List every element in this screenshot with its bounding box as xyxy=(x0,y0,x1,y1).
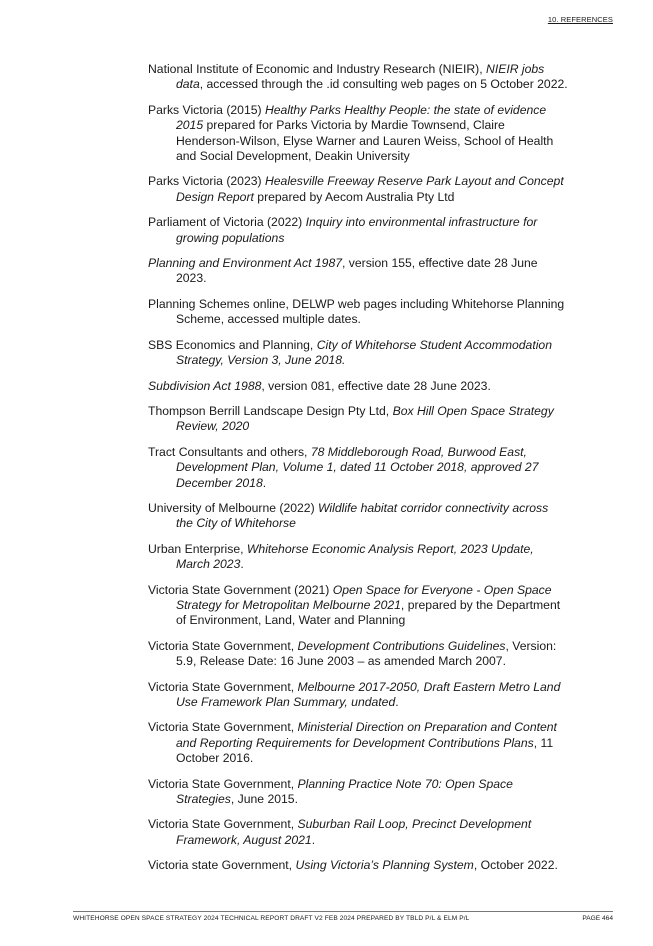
reference-title: Box Hill Open Space Strategy Review, 2020 xyxy=(176,403,554,434)
reference-title: Subdivision Act 1988 xyxy=(148,378,262,393)
reference-entry xyxy=(148,256,568,287)
reference-title: Inquiry into environmental infrastructure for growing populations xyxy=(176,215,538,245)
reference-text: National Institute of Economic and Industry Research (NIEIR), xyxy=(148,62,487,76)
reference-text: Parks Victoria (2023) xyxy=(148,174,265,189)
reference-text: Thompson Berrill Landscape Design Pty Ltd, xyxy=(148,403,393,418)
reference-text: Victoria State Government, xyxy=(148,679,298,694)
reference-text: , version 155, effective date 28 June 2023. xyxy=(176,256,538,286)
reference-title: Healesville Freeway Reserve Park Layout and Concept Design Report xyxy=(176,174,564,204)
reference-text: . xyxy=(262,475,267,490)
reference-title: Ministerial Direction on Preparation and Content and Reporting Requirements for Development Contributions Plans xyxy=(176,720,557,750)
reference-text: , June 2015. xyxy=(230,792,298,807)
reference-entry xyxy=(148,404,568,435)
reference-text: . xyxy=(240,557,244,572)
reference-entry xyxy=(148,777,568,808)
reference-text: University of Melbourne (2022) xyxy=(148,500,319,515)
reference-title: Development Contributions Guidelines xyxy=(297,638,506,653)
reference-text: Victoria State Government (2021) xyxy=(148,582,333,597)
reference-text: , accessed through the .id consulting web pages on 5 October 2022. xyxy=(199,77,568,92)
reference-title: NIEIR jobs data xyxy=(176,62,545,92)
reference-entry xyxy=(148,379,568,394)
reference-entry xyxy=(148,542,568,573)
reference-entry xyxy=(148,817,568,848)
reference-text: Parliament of Victoria (2022) xyxy=(148,215,306,230)
reference-entry xyxy=(148,338,568,369)
reference-title: Open Space for Everyone - Open Space Strategy for Metropolitan Melbourne 2021 xyxy=(176,582,552,612)
reference-entry xyxy=(148,174,568,205)
reference-title: Wildlife habitat corridor connectivity across the City of Whitehorse xyxy=(176,500,549,531)
reference-title: Suburban Rail Loop, Precinct Development Framework, August 2021 xyxy=(176,817,532,847)
reference-text: Victoria State Government, xyxy=(148,720,298,735)
reference-entry xyxy=(148,445,568,491)
reference-title: Healthy Parks Healthy People: the state of evidence 2015 xyxy=(176,102,547,133)
reference-text: , October 2022. xyxy=(473,858,558,873)
reference-text: , 11 October 2016. xyxy=(176,735,554,766)
reference-text: Victoria State Government, xyxy=(148,638,298,653)
reference-title: Melbourne 2017-2050, Draft Eastern Metro Land Use Framework Plan Summary, undated xyxy=(176,679,561,709)
footer-divider xyxy=(73,911,613,912)
reference-title: City of Whitehorse Student Accommodation Strategy, Version 3, June 2018. xyxy=(176,337,552,368)
reference-entry xyxy=(148,680,568,711)
reference-text: Victoria State Government, xyxy=(148,817,298,832)
reference-entry xyxy=(148,103,568,165)
reference-entry xyxy=(148,858,568,873)
reference-text: Victoria state Government, xyxy=(148,858,296,873)
reference-entry xyxy=(148,501,568,532)
reference-text: Tract Consultants and others, xyxy=(148,444,311,459)
reference-text: , Version: 5.9, Release Date: 16 June 2003 – as amended March 2007. xyxy=(176,638,557,669)
reference-list xyxy=(148,62,568,884)
reference-entry xyxy=(148,297,568,328)
reference-text: prepared by Aecom Australia Pty Ltd xyxy=(253,189,455,204)
reference-title: Using Victoria’s Planning System xyxy=(295,858,474,873)
footer-document-title: WHITEHORSE OPEN SPACE STRATEGY 2024 TECHNICAL REPORT DRAFT V2 FEB 2024 PREPARED BY TBLD P/L & ELM P/L xyxy=(73,915,470,922)
reference-title: Planning Practice Note 70: Open Space Strategies xyxy=(176,776,513,807)
section-header: 10. REFERENCES xyxy=(547,15,613,24)
reference-text: prepared for Parks Victoria by Mardie Townsend, Claire Henderson-Wilson, Elyse Warner and Lauren Weiss, School of Health and Social Development, Deakin University xyxy=(176,118,554,164)
footer-page-number: PAGE 464 xyxy=(582,915,613,922)
reference-title: Planning and Environment Act 1987 xyxy=(148,256,342,271)
reference-title: Whitehorse Economic Analysis Report, 2023 Update, March 2023 xyxy=(176,541,534,572)
reference-text: Victoria State Government, xyxy=(148,776,298,791)
reference-text: SBS Economics and Planning, xyxy=(148,337,317,352)
reference-text: Urban Enterprise, xyxy=(148,541,247,556)
reference-text: Planning Schemes online, DELWP web pages including Whitehorse Planning Scheme, accessed multiple dates. xyxy=(148,296,565,327)
reference-entry xyxy=(148,583,568,629)
reference-text: . xyxy=(395,695,399,709)
reference-title: 78 Middleborough Road, Burwood East, Development Plan, Volume 1, dated 11 October 2018, approved 27 December 2018 xyxy=(176,444,539,490)
reference-text: Parks Victoria (2015) xyxy=(148,102,265,117)
reference-text: . xyxy=(311,832,316,847)
reference-entry xyxy=(148,62,568,93)
reference-entry xyxy=(148,720,568,766)
reference-text: , prepared by the Department of Environment, Land, Water and Planning xyxy=(176,597,561,628)
reference-entry xyxy=(148,639,568,670)
reference-text: , version 081, effective date 28 June 2023. xyxy=(261,378,491,393)
reference-entry xyxy=(148,215,568,246)
